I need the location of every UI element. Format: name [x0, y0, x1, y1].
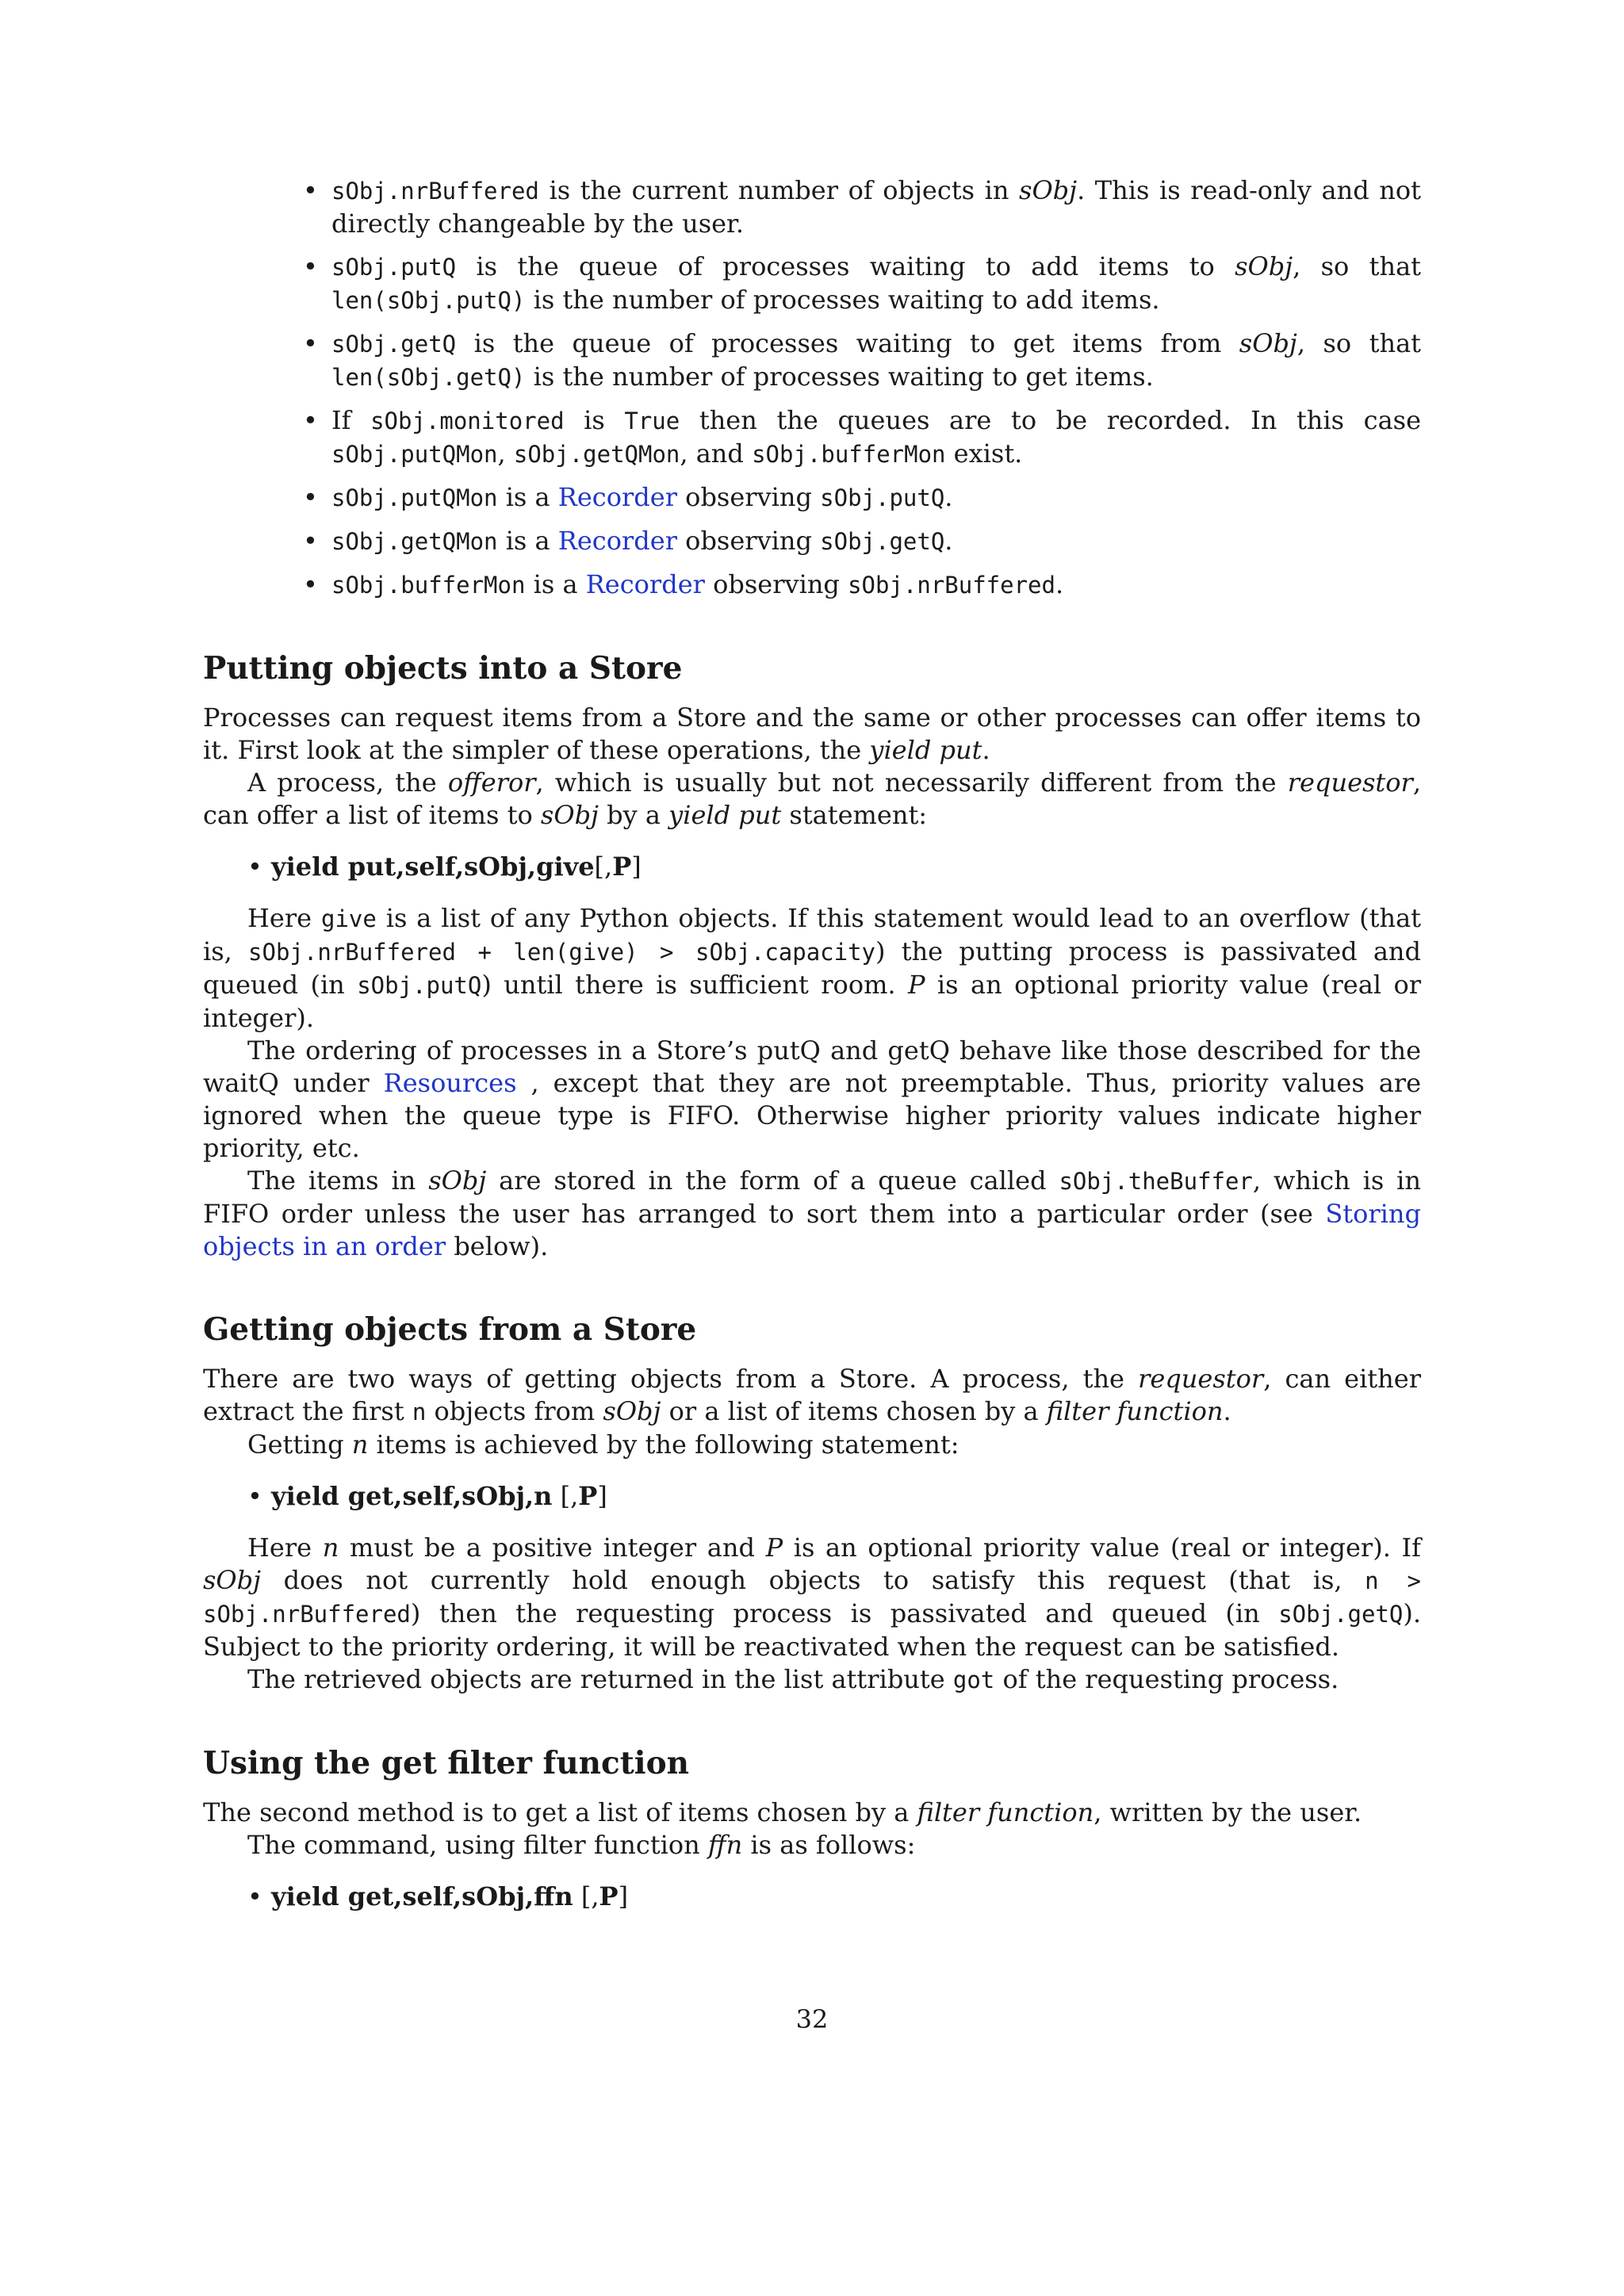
- list-item: • sObj.getQMon is a Recorder observing sObj.getQ.: [303, 526, 953, 556]
- paragraph: The second method is to get a list of items chosen by a filter function, written by the user.: [203, 1797, 1362, 1827]
- paragraph: Getting n items is achieved by the following statement:: [247, 1429, 959, 1460]
- list-item: • sObj.putQMon is a Recorder observing sObj.putQ.: [303, 482, 953, 512]
- list-item: • sObj.nrBuffered is the current number of objects in sObj. This is read-only and not directly changeable by the user.: [303, 175, 1422, 239]
- section-heading-getting: Getting objects from a Store: [203, 1311, 697, 1348]
- storing-objects-link[interactable]: Storing objects in an order: [203, 1199, 1421, 1261]
- recorder-link[interactable]: Recorder: [557, 526, 677, 556]
- paragraph: There are two ways of getting objects from a Store. A process, the requestor, can either extract the first n objects from sObj or a list of items chosen by a filter function.: [203, 1364, 1422, 1426]
- paragraph: Processes can request items from a Store and the same or other processes can offer items to it. First look at the simpler of these operations, the yield put.: [203, 702, 1421, 765]
- document-page: [203, 174, 1421, 1932]
- paragraph: The retrieved objects are returned in the list attribute got of the requesting process.: [247, 1664, 1339, 1694]
- paragraph: A process, the offeror, which is usually but not necessarily different from the requestor, can offer a list of items to sObj by a yield put statement:: [203, 767, 1422, 830]
- list-item: • sObj.getQ is the queue of processes waiting to get items from sObj, so that len(sObj.getQ) is the number of processes waiting to get items.: [303, 328, 1422, 392]
- section-heading-filter: Using the get filter function: [203, 1745, 689, 1781]
- command-statement: • yield put,self,sObj,give[,P]: [247, 851, 642, 882]
- command-statement: • yield get,self,sObj,n [,P]: [247, 1481, 607, 1511]
- command-statement: • yield get,self,sObj,ffn [,P]: [247, 1881, 629, 1911]
- paragraph: Here n must be a positive integer and P is an optional priority value (real or integer). If sObj does not currently hold enough objects to satisfy this request (that is, n > sObj.nrBuffered) then the requesting process is passivated and queued (in sObj.getQ). Subject to the priority ordering, it will be reactivated when the request can be satisfied.: [203, 1533, 1422, 1662]
- list-item: • If sObj.monitored is True then the queues are to be recorded. In this case sObj.putQMon, sObj.getQMon, and sObj.bufferMon exist.: [303, 405, 1422, 469]
- paragraph: Here give is a list of any Python objects. If this statement would lead to an overflow (that is, sObj.nrBuffered + len(give) > sObj.capacity) the putting process is passivated and queued (in sObj.putQ) until there is sufficient room. P is an optional priority value (real or integer).: [203, 903, 1422, 1033]
- list-item: • sObj.putQ is the queue of processes waiting to add items to sObj, so that len(sObj.putQ) is the number of processes waiting to add items.: [303, 251, 1422, 315]
- list-item: • sObj.bufferMon is a Recorder observing sObj.nrBuffered.: [303, 569, 1064, 599]
- recorder-link[interactable]: Recorder: [585, 569, 705, 599]
- recorder-link[interactable]: Recorder: [557, 482, 677, 512]
- attribute-list: [203, 174, 1421, 602]
- section-heading-putting: Putting objects into a Store: [203, 650, 683, 687]
- paragraph: The command, using filter function ffn is as follows:: [247, 1830, 916, 1860]
- paragraph: The items in sObj are stored in the form of a queue called sObj.theBuffer, which is in FIFO order unless the user has arranged to sort them into a particular order (see Storing objects in an order below).: [203, 1165, 1422, 1261]
- resources-link[interactable]: Resources: [383, 1068, 517, 1098]
- page-number: 32: [795, 2004, 829, 2034]
- paragraph: The ordering of processes in a Store’s putQ and getQ behave like those described for the waitQ under Resources , except that they are not preemptable. Thus, priority values are ignored when the queue type is FIFO. Otherwise higher priority values indicate higher priority, etc.: [203, 1035, 1422, 1163]
